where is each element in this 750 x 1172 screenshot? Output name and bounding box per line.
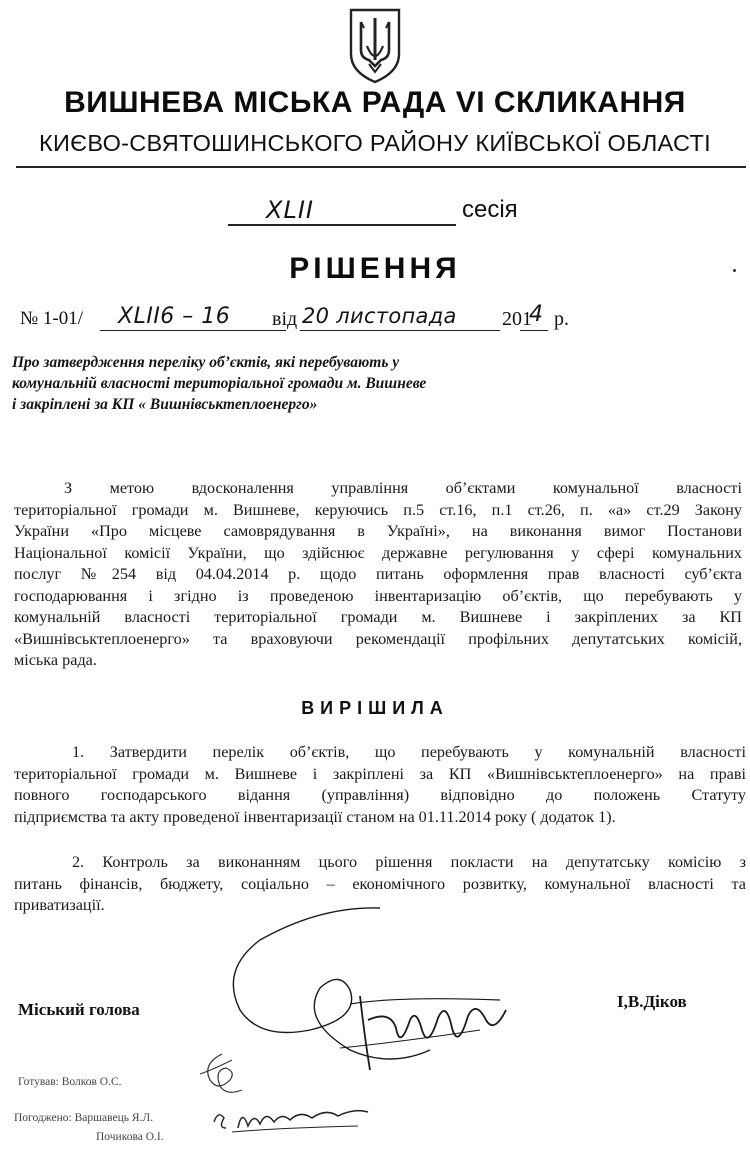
session-underline: [228, 224, 456, 226]
year-underline: [520, 330, 548, 331]
council-name: ВИШНЕВА МІСЬКА РАДА VI СКЛИКАННЯ: [64, 86, 686, 119]
header-divider: [16, 166, 746, 168]
decision-number-underline: [100, 330, 286, 331]
preamble-line: послуг №254 від 04.04.2014 р. щодо питань оформлення прав власності суб’єкта: [14, 565, 742, 583]
stray-mark: [733, 269, 736, 272]
year-digit-handwritten: 4: [529, 302, 543, 327]
preamble-line: комунальній власності територіальної громади м. Вишневе і закріплених за КП: [14, 608, 742, 626]
initials-signature-icon: [192, 1050, 252, 1100]
year-prefix: 201: [502, 308, 532, 330]
document-title: РІШЕННЯ: [289, 252, 461, 285]
agreed-by-second: Почикова О.І.: [96, 1131, 164, 1143]
decision-subject: [12, 352, 532, 415]
item-line: приватизації.: [14, 896, 105, 914]
decided-heading: ВИРІШИЛА: [301, 698, 449, 718]
approval-signature-icon: [208, 1098, 378, 1138]
item-line: 1. Затвердити перелік об’єктів, що перебувають у комунальній власності: [72, 743, 746, 761]
item-line: підприємства та акту проведеної інвентаризації станом на 01.11.2014 року ( додаток 1).: [14, 807, 616, 826]
prepared-by: Готував: Волков О.С.: [18, 1076, 122, 1088]
preamble-line: міська рада.: [14, 651, 97, 669]
preamble-line: Національної комісії України, що здійснює державне регулювання у сфері комунальних: [14, 543, 742, 562]
subject-line: комунальній власності територіальної громади м. Вишневе: [12, 375, 427, 392]
decision-number-prefix: № 1-01/: [20, 308, 83, 329]
trident-coat-of-arms-icon: [347, 6, 403, 84]
preamble-line: України «Про місцеве самоврядування в Україні», на виконання вимог Постанови: [14, 522, 742, 540]
item-line: територіальної громади м. Вишневе і закріплені за КП «Вишнівськтеплоенерго» на праві: [14, 764, 746, 783]
preamble-paragraph: [14, 478, 742, 672]
decision-date-handwritten: 20 листопада: [302, 304, 457, 328]
decision-number-line: [20, 302, 740, 336]
decision-date-underline: [300, 330, 500, 331]
council-region: КИЄВО-СВЯТОШИНСЬКОГО РАЙОНУ КИЇВСЬКОЇ ОБЛАСТІ: [39, 130, 711, 156]
mayor-name: І,В.Діков: [617, 992, 687, 1011]
agreed-by: Погоджено: Варшавець Я.Л.: [14, 1112, 154, 1124]
mayor-title: Міський голова: [18, 1000, 140, 1019]
preamble-line: «Вишнівськтеплоенерго» та враховуючи рекомендації профільних депутатських комісій,: [14, 629, 742, 648]
session-number-handwritten: XLII: [266, 196, 314, 224]
subject-line: і закріплені за КП « Вишнівськтеплоенерго»: [12, 396, 318, 413]
item-line: повного господарського відання (управління) відповідно до положень Статуту: [14, 786, 746, 804]
year-suffix: р.: [554, 308, 569, 330]
preamble-line: З метою вдосконалення управління об’єктами комунальної власності: [64, 479, 742, 497]
item-line: 2. Контроль за виконанням цього рішення покласти на депутатську комісію з: [72, 853, 746, 871]
decision-number-handwritten: XLII6 – 16: [118, 304, 231, 329]
preamble-line: господарювання і згідно із проведеною інвентаризацію об’єктів, що перебувають у: [14, 586, 742, 605]
decision-item-1: [14, 742, 746, 828]
session-label: сесія: [462, 196, 518, 223]
item-line: питань фінансів, бюджету, соціально – економічного розвитку, комунальної власності та: [14, 874, 746, 893]
from-word: від: [272, 308, 298, 330]
preamble-line: територіальної громади м. Вишневе, керуючись п.5 ст.16, п.1 ст.26, п. «а» ст.29 Закону: [14, 500, 742, 519]
subject-line: Про затвердження переліку об’єктів, які перебувають у: [12, 354, 400, 371]
